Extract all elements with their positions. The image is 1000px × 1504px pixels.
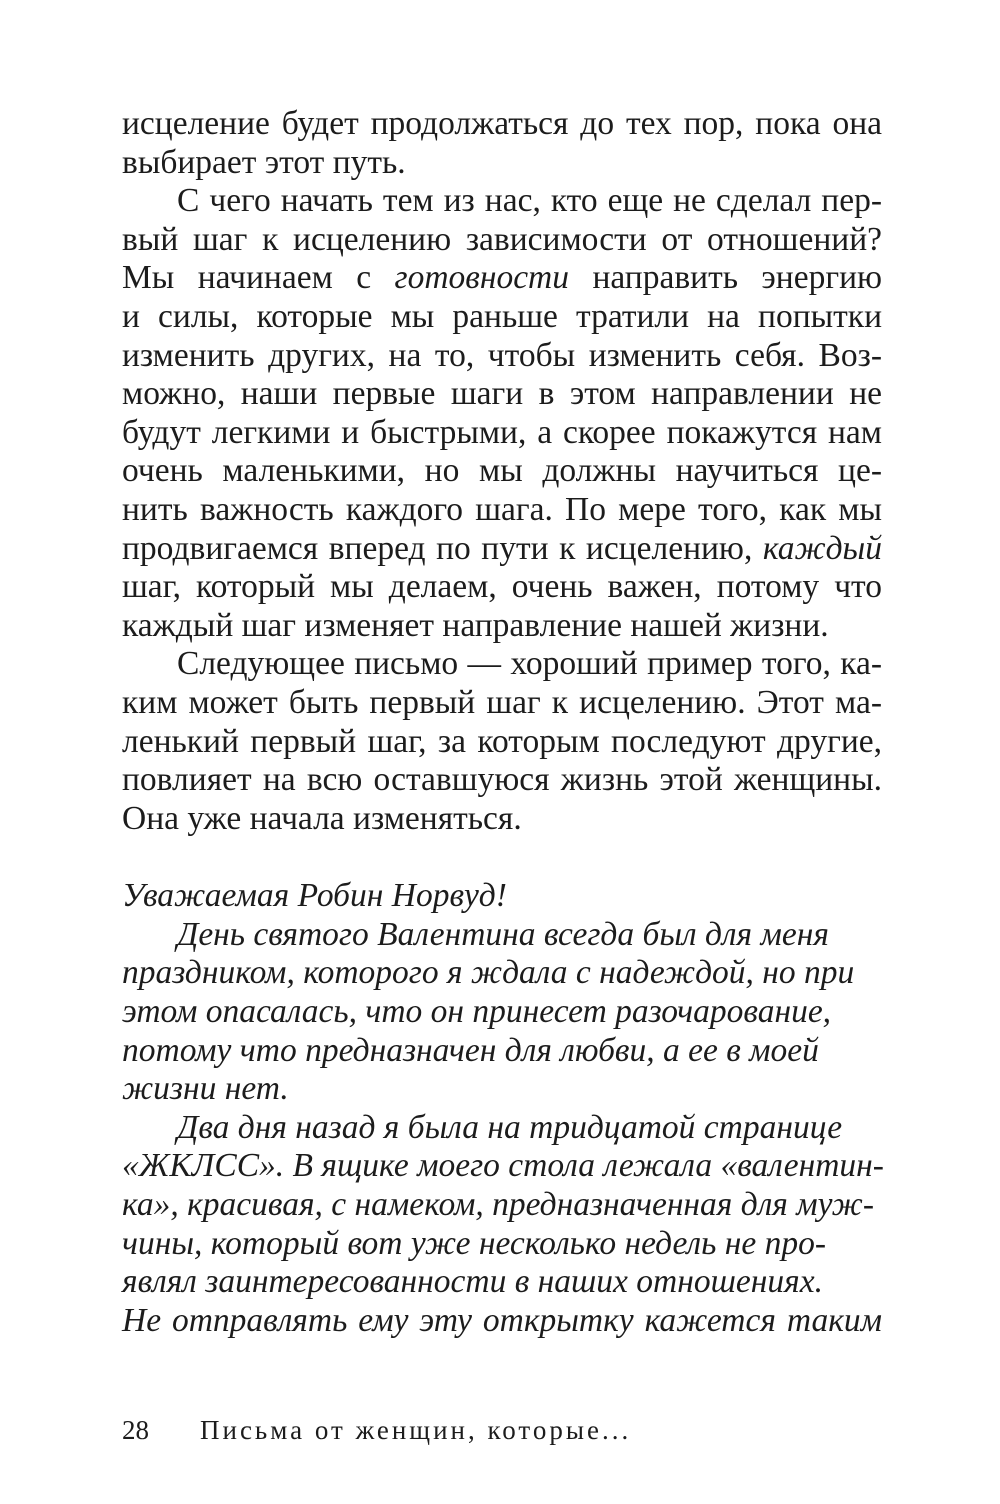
paragraph: [122, 105, 882, 182]
text-line: вый шаг к исцелению зависимости от отношений?: [122, 220, 882, 258]
page-footer: [122, 1412, 631, 1448]
text-line: шаг, который мы делаем, очень важен, потому что: [122, 568, 882, 606]
text-line: являл заинтересованности в наших отношениях.: [122, 1263, 823, 1301]
letter-paragraph: [122, 916, 882, 1109]
text-line: исцеление будет продолжаться до тех пор, пока она: [122, 105, 882, 142]
text-line: День святого Валентина всегда был для меня: [177, 915, 829, 953]
text-line: Следующее письмо — хороший пример того, ка-: [177, 645, 882, 683]
paragraph: [122, 645, 882, 838]
text-line: С чего начать тем из нас, кто еще не сделал пер-: [177, 182, 882, 220]
emphasis: готовности: [394, 259, 570, 297]
text-line: праздником, которого я ждала с надеждой, но при: [122, 954, 855, 992]
text-line: будут легкими и быстрыми, а скорее покажутся нам: [122, 413, 882, 451]
text-line: повлияет на всю оставшуюся жизнь этой женщины.: [122, 761, 882, 799]
text-line: потому что предназначен для любви, а ее в моей: [122, 1031, 819, 1069]
blank-line: [122, 838, 882, 877]
text-line: жизни нет.: [122, 1070, 289, 1108]
text-line: нить важность каждого шага. По мере того, как мы: [122, 490, 882, 528]
emphasis: каждый: [762, 529, 882, 567]
text-line: выбирает этот путь.: [122, 143, 406, 181]
text-line: [122, 530, 882, 569]
text-line: очень маленькими, но мы должны научиться це-: [122, 452, 882, 490]
text-line: Не отправлять ему эту открытку кажется таким: [122, 1301, 882, 1339]
text-run: Мы начинаем с: [122, 259, 372, 297]
paragraph: [122, 182, 882, 645]
text-line: ленький первый шаг, за которым последуют другие,: [122, 722, 882, 760]
text-line: можно, наши первые шаги в этом направлении не: [122, 375, 882, 413]
text-line: изменить других, на то, чтобы изменить себя. Воз-: [122, 336, 882, 374]
page-number: 28: [122, 1415, 149, 1445]
text-line: и силы, которые мы раньше тратили на попытки: [122, 297, 882, 335]
text-line: Два дня назад я была на тридцатой странице: [177, 1108, 843, 1146]
letter-quote: [122, 877, 882, 1340]
letter-salutation: Уважаемая Робин Норвуд!: [122, 877, 507, 915]
page-body: [122, 105, 882, 1340]
text-line: Она уже начала изменяться.: [122, 799, 522, 837]
text-line: «ЖКЛСС». В ящике моего стола лежала «валентин-: [122, 1147, 884, 1185]
running-head: Письма от женщин, которые...: [200, 1415, 632, 1445]
text-line: каждый шаг изменяет направление нашей жизни.: [122, 606, 829, 644]
text-line: этом опасалась, что он принесет разочарование,: [122, 993, 832, 1031]
text-run: направить энергию: [592, 259, 883, 297]
text-line: чины, который вот уже несколько недель не про-: [122, 1224, 826, 1262]
text-line: ка», красивая, с намеком, предназначенная для муж-: [122, 1186, 874, 1224]
letter-paragraph: [122, 1109, 882, 1341]
text-run: продвигаемся вперед по пути к исцелению,: [122, 529, 753, 567]
text-line: [122, 259, 882, 298]
text-line: ким может быть первый шаг к исцелению. Этот ма-: [122, 683, 882, 721]
